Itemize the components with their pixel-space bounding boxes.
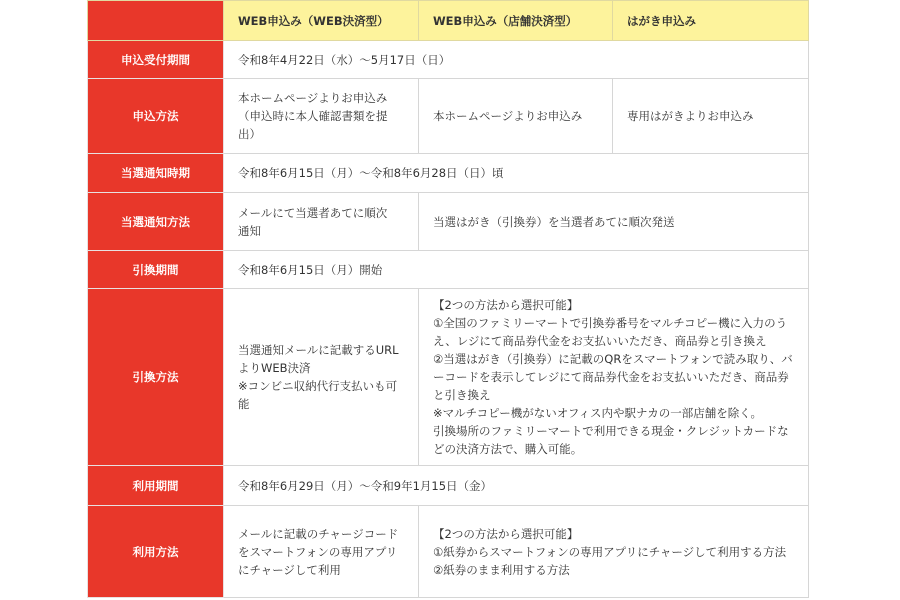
row-label: 申込方法 xyxy=(88,79,224,154)
table-row xyxy=(88,193,809,251)
table-row xyxy=(88,506,809,598)
header-web-payment: WEB申込み（WEB決済型） xyxy=(224,1,419,41)
cell: 【2つの方法から選択可能】 ①紙券からスマートフォンの専用アプリにチャージして利用する方法 ②紙券のまま利用する方法 xyxy=(419,506,809,598)
cell: 当選通知メールに記載するURL よりWEB決済 ※コンビニ収納代行支払いも可 能 xyxy=(224,289,419,466)
table-row xyxy=(88,79,809,154)
cell: 本ホームページよりお申込み （申込時に本人確認書類を提 出） xyxy=(224,79,419,154)
table-row xyxy=(88,154,809,193)
cell: 令和8年6月15日（月）～令和8年6月28日（日）頃 xyxy=(224,154,809,193)
table-row xyxy=(88,41,809,79)
row-label: 当選通知時期 xyxy=(88,154,224,193)
header-postcard: はがき申込み xyxy=(613,1,809,41)
cell: メールに記載のチャージコードをスマートフォンの専用アプリにチャージして利用 xyxy=(224,506,419,598)
row-label: 当選通知方法 xyxy=(88,193,224,251)
cell: 令和8年6月29日（月）～令和9年1月15日（金） xyxy=(224,466,809,506)
cell: 専用はがきよりお申込み xyxy=(613,79,809,154)
cell: 【2つの方法から選択可能】 ①全国のファミリーマートで引換券番号をマルチコピー機に入力のうえ、レジにて商品券代金をお支払いいただき、商品券と引き換え ②当選はがき（引換券）に記載のQRをスマートフォンで読み取り、バーコードを表示してレジにて商品券代金をお支払いいただき、商品券と引き換え ※マルチコピー機がないオフィス内や駅ナカの一部店舗を除く。 引換場所のファミリーマートで利用できる現金・クレジットカードなどの決済方法で、購入可能。 xyxy=(419,289,809,466)
header-corner xyxy=(88,1,224,41)
header-web-store: WEB申込み（店舗決済型） xyxy=(419,1,613,41)
cell: 本ホームページよりお申込み xyxy=(419,79,613,154)
row-label: 利用方法 xyxy=(88,506,224,598)
cell: 令和8年4月22日（水）～5月17日（日） xyxy=(224,41,809,79)
header-row xyxy=(88,1,809,41)
application-info-table xyxy=(87,0,809,598)
row-label: 申込受付期間 xyxy=(88,41,224,79)
row-label: 引換方法 xyxy=(88,289,224,466)
row-label: 利用期間 xyxy=(88,466,224,506)
table-row xyxy=(88,466,809,506)
table-row xyxy=(88,251,809,289)
row-label: 引換期間 xyxy=(88,251,224,289)
table-row xyxy=(88,289,809,466)
cell: メールにて当選者あてに順次 通知 xyxy=(224,193,419,251)
cell: 当選はがき（引換券）を当選者あてに順次発送 xyxy=(419,193,809,251)
cell: 令和8年6月15日（月）開始 xyxy=(224,251,809,289)
